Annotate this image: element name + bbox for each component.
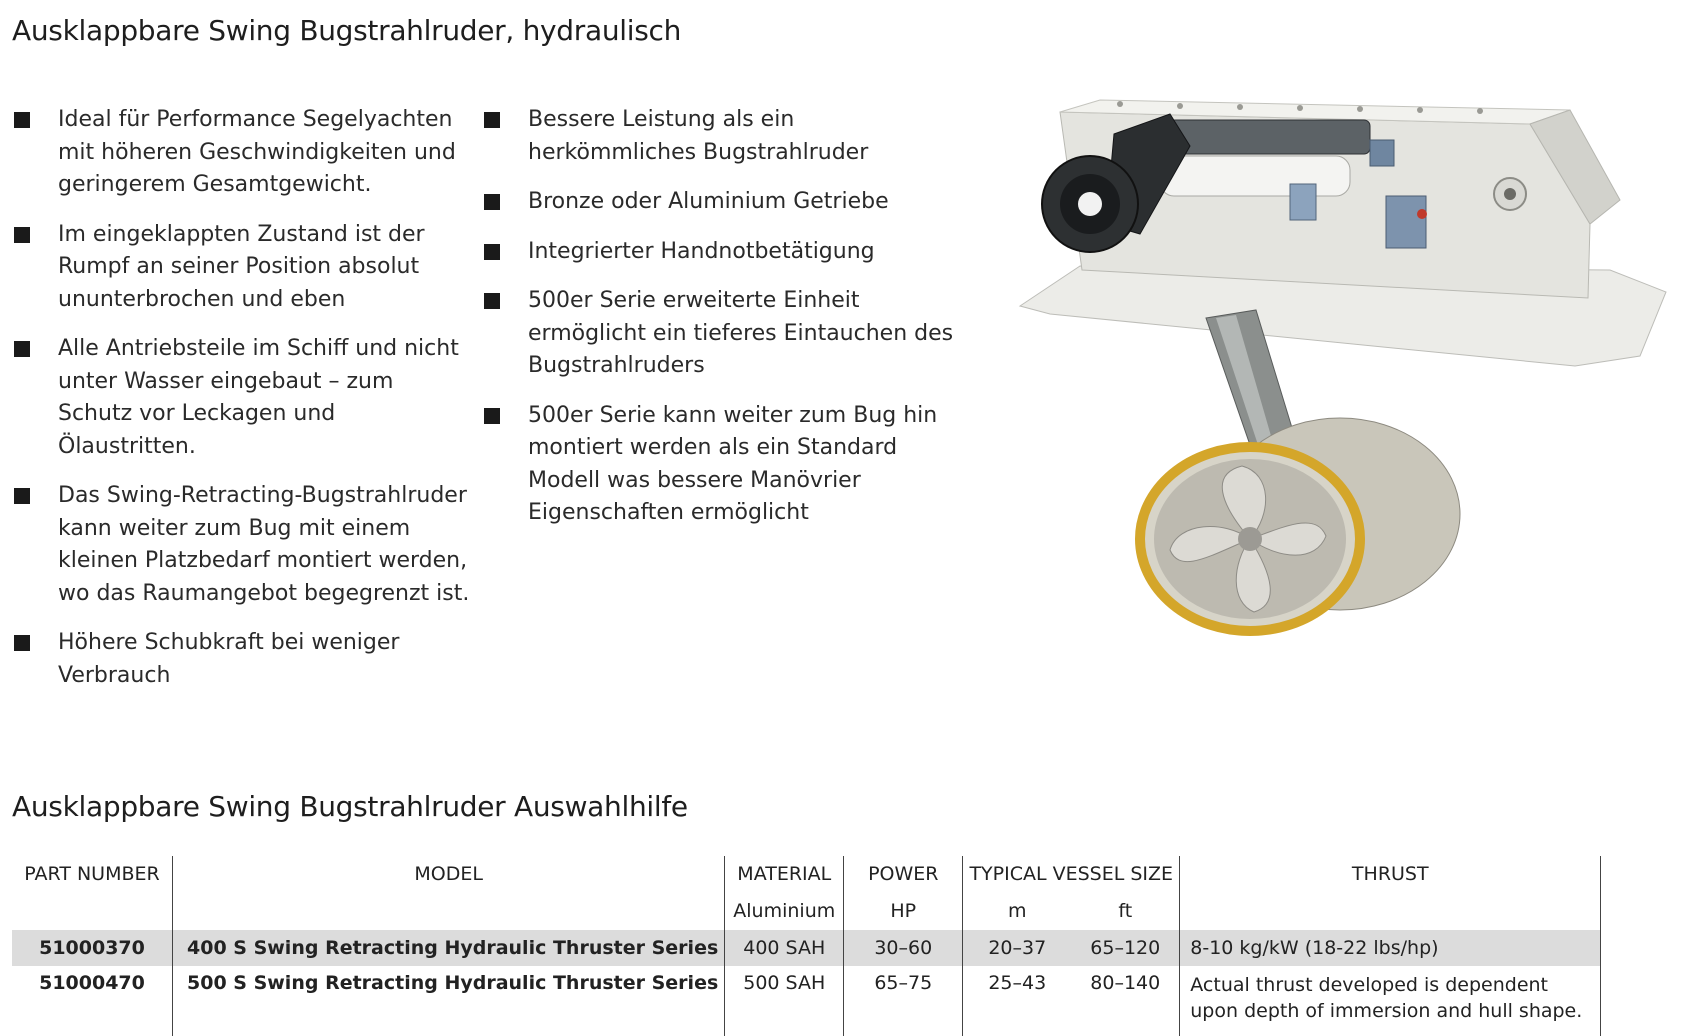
header-thrust: THRUST: [1180, 856, 1601, 892]
cell-material: 400 SAH: [725, 930, 844, 966]
table-header-row: [12, 856, 1601, 892]
bullet-square-icon: [14, 635, 30, 651]
cell-thrust: Actual thrust developed is dependent upon depth of immersion and hull shape.: [1180, 966, 1601, 1036]
feature-item: [14, 627, 474, 692]
subheader-power: HP: [844, 892, 963, 930]
subheader-empty: [12, 892, 173, 930]
table-title: Ausklappbare Swing Bugstrahlruder Auswahlhilfe: [12, 790, 688, 823]
feature-item: [484, 285, 954, 383]
feature-item: [14, 333, 474, 463]
table-subheader-row: [12, 892, 1601, 930]
feature-text: Bronze oder Aluminium Getriebe: [528, 189, 889, 214]
feature-item: [484, 400, 954, 530]
cell-vessel-ft: 65–120: [1071, 930, 1180, 966]
cell-power: 30–60: [844, 930, 963, 966]
feature-item: [14, 104, 474, 202]
feature-item: [484, 236, 954, 269]
feature-list-left: [14, 104, 474, 709]
feature-item: [14, 219, 474, 317]
feature-text: Das Swing-Retracting-Bugstrahlruder kann weiter zum Bug mit einem kleinen Platzbedarf montiert werden, wo das Raumangebot begegrenzt ist.: [58, 483, 470, 606]
thruster-product-image: [1010, 74, 1670, 684]
feature-text: 500er Serie kann weiter zum Bug hin montiert werden als ein Standard Modell was bessere Manövrier Eigenschaften ermöglicht: [528, 402, 938, 525]
header-vessel-size: TYPICAL VESSEL SIZE: [963, 856, 1180, 892]
feature-item: [484, 104, 954, 169]
feature-text: Höhere Schubkraft bei weniger Verbrauch: [58, 630, 400, 688]
feature-list-right: [484, 104, 954, 547]
feature-text: Bessere Leistung als ein herkömmliches Bugstrahlruder: [528, 107, 869, 165]
feature-text: Integrierter Handnotbetätigung: [528, 238, 875, 264]
table-row: [12, 966, 1601, 1036]
cell-thrust: 8-10 kg/kW (18-22 lbs/hp): [1180, 930, 1601, 966]
bullet-square-icon: [484, 293, 500, 309]
bullet-square-icon: [14, 488, 30, 504]
bullet-square-icon: [14, 227, 30, 243]
subheader-empty: [1180, 892, 1601, 930]
cell-model: 500 S Swing Retracting Hydraulic Thruster Series: [173, 966, 725, 1036]
feature-item: [14, 480, 474, 610]
feature-text: Alle Antriebsteile im Schiff und nicht unter Wasser eingebaut – zum Schutz vor Leckagen und Ölaustritten.: [58, 336, 459, 459]
cell-vessel-m: 20–37: [963, 930, 1072, 966]
cell-vessel-ft: 80–140: [1071, 966, 1180, 1036]
cell-material: 500 SAH: [725, 966, 844, 1036]
feature-item: [484, 186, 954, 219]
cell-power: 65–75: [844, 966, 963, 1036]
header-model: MODEL: [173, 856, 725, 892]
subheader-material: Aluminium: [725, 892, 844, 930]
feature-text: Im eingeklappten Zustand ist der Rumpf an seiner Position absolut ununterbrochen und eben: [58, 221, 425, 312]
subheader-empty: [173, 892, 725, 930]
cell-model: 400 S Swing Retracting Hydraulic Thruster Series: [173, 930, 725, 966]
bullet-square-icon: [484, 244, 500, 260]
bullet-square-icon: [484, 112, 500, 128]
feature-text: 500er Serie erweiterte Einheit ermöglicht ein tieferes Eintauchen des Bugstrahlruders: [528, 288, 954, 378]
subheader-vessel-m: m: [1008, 900, 1027, 922]
table-row: [12, 930, 1601, 966]
subheader-vessel-ft: ft: [1071, 892, 1180, 930]
cell-part-number: 51000470: [12, 966, 173, 1036]
bullet-square-icon: [14, 112, 30, 128]
header-power: POWER: [844, 856, 963, 892]
header-part-number: PART NUMBER: [12, 856, 173, 892]
cell-part-number: 51000370: [12, 930, 173, 966]
bullet-square-icon: [484, 408, 500, 424]
page-title: Ausklappbare Swing Bugstrahlruder, hydraulisch: [12, 14, 682, 47]
bullet-square-icon: [484, 194, 500, 210]
cell-vessel-m: 25–43: [988, 972, 1047, 994]
header-material: MATERIAL: [725, 856, 844, 892]
selection-table: [12, 856, 1601, 1036]
bullet-square-icon: [14, 341, 30, 357]
feature-text: Ideal für Performance Segelyachten mit höheren Geschwindigkeiten und geringerem Gesamtgewicht.: [58, 107, 456, 197]
